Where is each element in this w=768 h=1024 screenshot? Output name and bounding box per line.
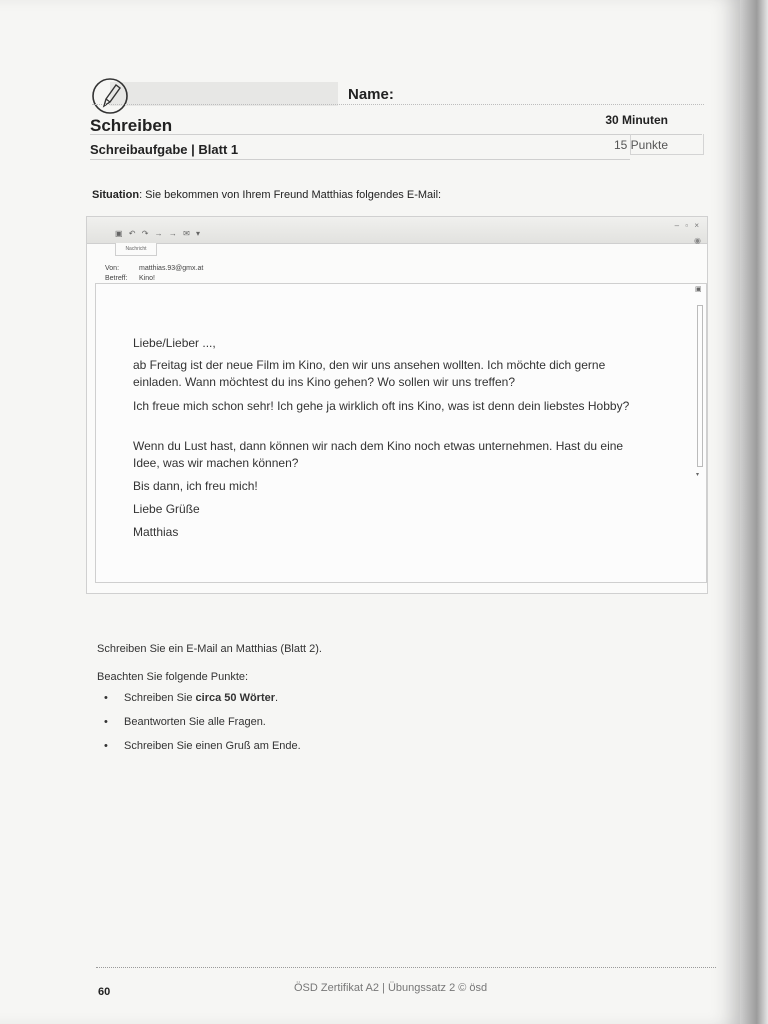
bullet-item: • Beantworten Sie alle Fragen. (104, 716, 301, 740)
email-line: Liebe/Lieber ..., (133, 336, 216, 350)
footer-divider (96, 967, 716, 968)
bullet-text: Schreiben Sie (124, 692, 196, 704)
name-field-bar (110, 82, 338, 106)
pencil-icon (90, 76, 130, 116)
email-line: Wenn du Lust hast, dann können wir nach dem Kino noch etwas unternehmen. Hast du eine Idee, was wir machen können? (133, 439, 624, 470)
bullet-item (104, 692, 301, 716)
bullet-list (104, 692, 301, 764)
task-label: Schreibaufgabe | Blatt 1 (90, 142, 239, 157)
situation-text (92, 189, 441, 201)
email-from-value: matthias.93@gmx.at (139, 265, 204, 272)
email-window (86, 216, 708, 594)
email-scrollbar[interactable] (695, 285, 703, 478)
book-spine-edge (740, 0, 768, 1024)
name-line (92, 104, 704, 105)
name-label: Name: (348, 86, 394, 103)
page-number: 60 (98, 986, 111, 998)
email-line: Ich freue mich schon sehr! Ich gehe ja wirklich oft ins Kino, was ist denn dein liebstes Hobby? (133, 399, 630, 413)
tab-nachricht[interactable]: Nachricht (115, 243, 157, 256)
duration: 30 Minuten (605, 113, 668, 127)
help-icon[interactable]: ◉ (694, 236, 701, 245)
email-line: Bis dann, ich freu mich! (133, 479, 258, 493)
bullet-text: . (275, 692, 279, 704)
points: 15 Punkte (613, 138, 668, 152)
window-controls-icon[interactable]: – ▫ × (674, 221, 701, 230)
write-instruction: Schreiben Sie ein E-Mail an Matthias (Blatt 2). (97, 643, 322, 655)
email-subject-row (105, 275, 155, 282)
scroll-up-icon[interactable]: ▣ (695, 286, 702, 293)
points-note: Beachten Sie folgende Punkte: (97, 671, 249, 683)
email-line: Liebe Grüße (133, 502, 200, 516)
email-subject-value: Kino! (139, 275, 155, 282)
email-from-label: Von: (105, 265, 120, 272)
email-subject-label: Betreff: (105, 275, 128, 282)
email-line: Matthias (133, 525, 179, 539)
email-from-row (105, 265, 203, 272)
section-title: Schreiben (90, 116, 173, 135)
task-underline (90, 159, 630, 160)
situation-description: : Sie bekommen von Ihrem Freund Matthias folgendes E-Mail: (139, 189, 442, 201)
footer-text: ÖSD Zertifikat A2 | Übungssatz 2 © ösd (294, 982, 488, 994)
situation-label: Situation (92, 189, 140, 201)
bullet-item: • Schreiben Sie einen Gruß am Ende. (104, 740, 301, 764)
email-line: ab Freitag ist der neue Film im Kino, den wir uns ansehen wollten. Ich möchte dich gerne einladen. Wann möchtest du ins Kino gehen? Wo sollen wir uns treffen? (133, 358, 606, 389)
bullet-bold-text: circa 50 Wörter (195, 692, 276, 704)
scroll-down-icon[interactable]: ▾ (696, 472, 700, 478)
quick-access-toolbar-icon[interactable]: ▣ ↶ ↷ → → ✉ ▾ (115, 229, 203, 238)
scrollbar-track[interactable] (697, 305, 703, 467)
